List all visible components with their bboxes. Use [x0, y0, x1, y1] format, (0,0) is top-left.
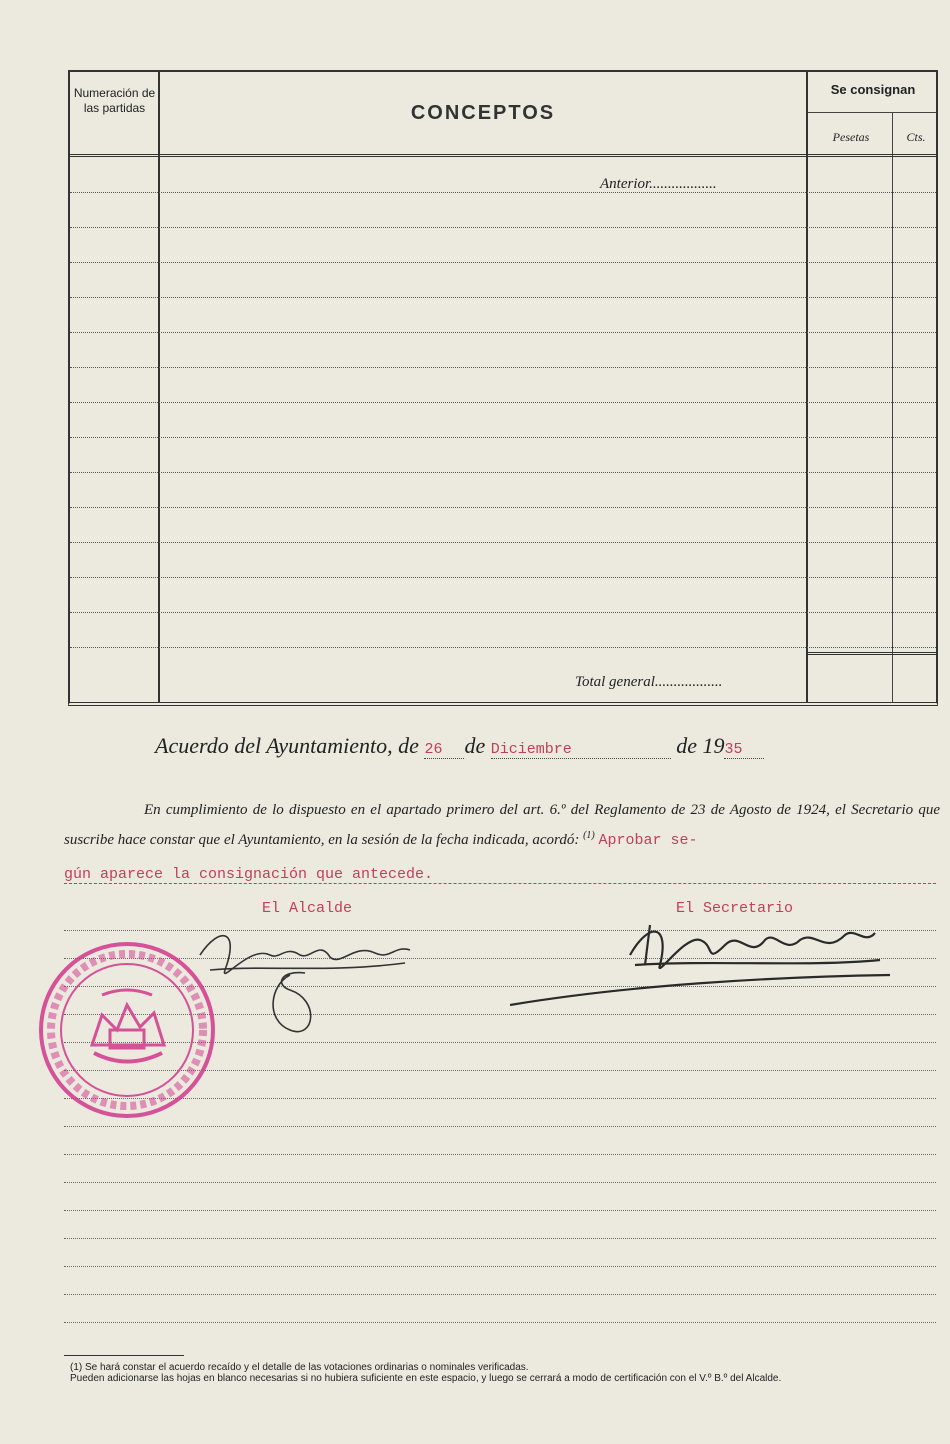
table-row	[70, 647, 936, 648]
acuerdo-month: Diciembre	[491, 741, 671, 759]
table-row	[70, 612, 936, 613]
pesetas-header: Pesetas	[832, 130, 870, 144]
table-row	[70, 332, 936, 333]
ruled-line	[64, 1154, 936, 1155]
table-row	[70, 227, 936, 228]
table-row	[70, 472, 936, 473]
conceptos-header: CONCEPTOS	[410, 102, 556, 124]
table-row	[70, 297, 936, 298]
ruled-line	[64, 1266, 936, 1267]
table-row	[70, 192, 936, 193]
table-row	[70, 367, 936, 368]
acuerdo-paragraph	[64, 797, 940, 854]
footnote-line-1: (1) Se hará constar el acuerdo recaído y el detalle de las votaciones ordinarias o nominales verificadas.	[70, 1362, 529, 1373]
se-consignan-header: Se consignan	[830, 82, 916, 97]
acuerdo-date-line	[155, 733, 764, 759]
ruled-line	[64, 1182, 936, 1183]
consignan-divider	[808, 112, 936, 113]
consignaciones-table	[68, 70, 938, 706]
table-row	[70, 262, 936, 263]
ruled-line	[64, 1210, 936, 1211]
footnote-rule	[64, 1355, 184, 1356]
ruled-line	[64, 1238, 936, 1239]
anterior-row-label: Anterior..................	[600, 176, 717, 192]
acuerdo-de: de	[464, 733, 486, 758]
alcalde-label: El Alcalde	[262, 900, 353, 917]
secretario-label: El Secretario	[676, 900, 794, 917]
table-row	[70, 507, 936, 508]
ruled-line	[64, 1294, 936, 1295]
alcalde-signature	[180, 915, 420, 1045]
table-row	[70, 542, 936, 543]
ruled-line	[64, 1322, 936, 1323]
footnote-line-2: Pueden adicionarse las hojas en blanco necesarias si no hubiera suficiente en este espacio, y luego se cerrará a modo de certificación con el V.º B.º del Alcalde.	[70, 1373, 782, 1384]
acuerdo-day: 26	[424, 741, 464, 759]
acuerdo-typed-continuation: gún aparece la consignación que antecede.	[64, 866, 936, 884]
table-rows	[70, 156, 936, 702]
secretario-signature	[510, 905, 900, 1015]
acuerdo-year-prefix: de 19	[676, 733, 725, 758]
footnote	[70, 1362, 940, 1384]
total-general-label: Total general..................	[575, 674, 723, 690]
table-row	[70, 402, 936, 403]
cts-header: Cts.	[906, 130, 926, 144]
acuerdo-prefix: Acuerdo del Ayuntamiento, de	[155, 733, 419, 758]
ruled-line	[64, 1126, 936, 1127]
table-row	[70, 437, 936, 438]
footnote-ref: (1)	[583, 830, 595, 841]
acuerdo-body-text: En cumplimiento de lo dispuesto en el apartado primero del art. 6.º del Reglamento de 23 de Agosto de 1924, el Secretario que suscribe hace constar que el Ayuntamiento, en la sesión de la fecha indicada, acordó:	[64, 802, 940, 848]
acuerdo-year: 35	[724, 741, 764, 759]
acuerdo-typed-start: Aprobar se-	[598, 832, 698, 849]
total-separator	[808, 652, 936, 655]
numeracion-header: Numeración de las partidas	[73, 86, 156, 115]
table-row	[70, 577, 936, 578]
